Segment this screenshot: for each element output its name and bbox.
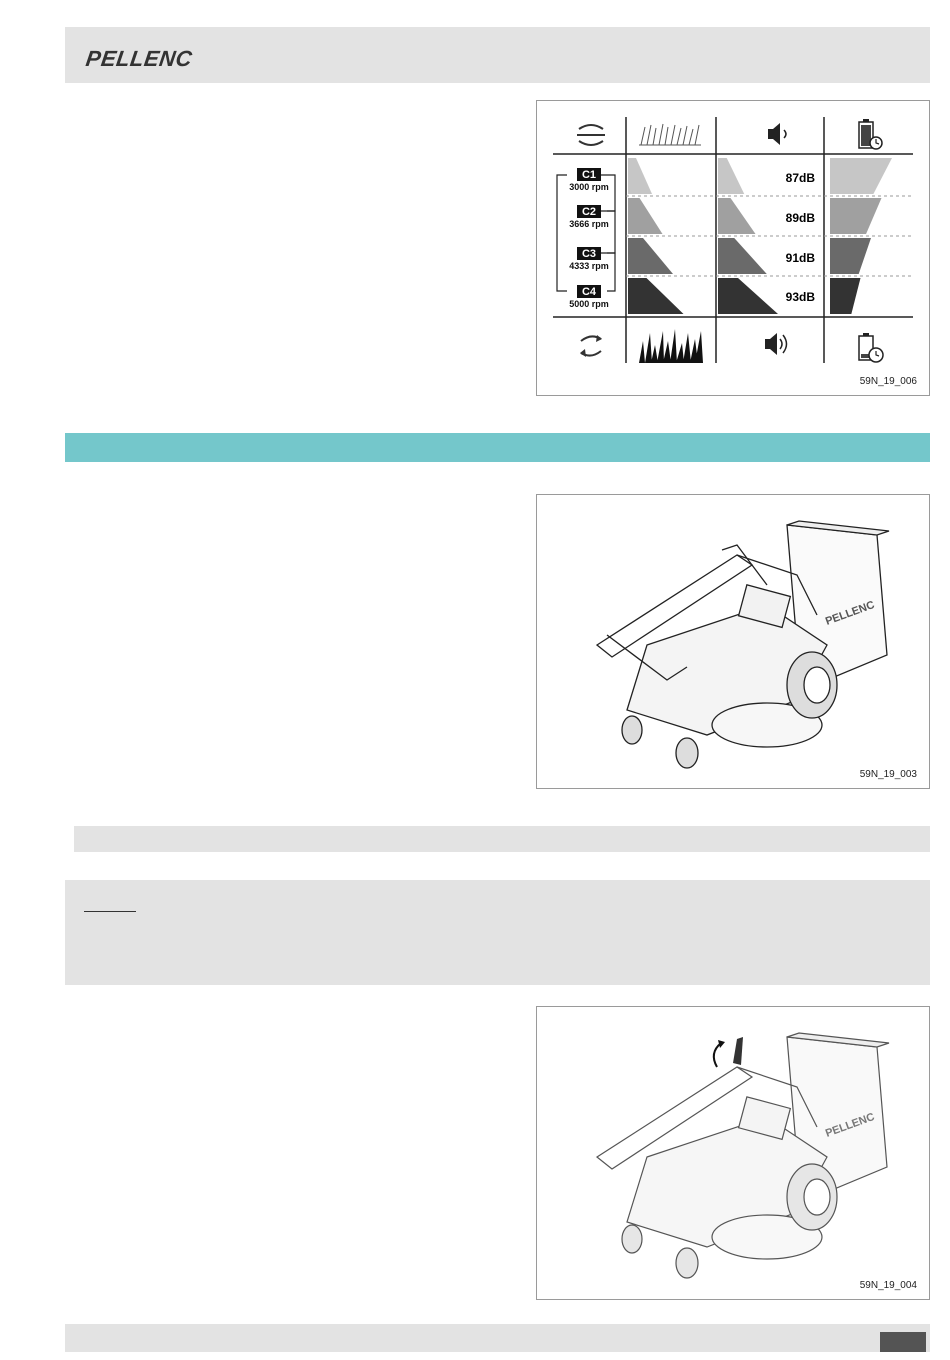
mower-illustration-figure bbox=[536, 494, 930, 789]
svg-text:C3: C3 bbox=[581, 248, 597, 260]
section-title-band bbox=[65, 433, 930, 462]
figure-reference-label: 59N_19_006 bbox=[859, 376, 917, 387]
cutting-modes-table bbox=[537, 101, 929, 395]
noise-level-bar-4 bbox=[718, 278, 778, 314]
mode-cycle-arrows bbox=[557, 175, 615, 291]
mower-lever-illustration bbox=[537, 1007, 929, 1299]
cutting-modes-figure bbox=[536, 100, 930, 396]
svg-text:C4: C4 bbox=[581, 286, 597, 298]
machine-brand-text: PELLENC bbox=[823, 1110, 877, 1140]
machine-brand-text: PELLENC bbox=[823, 598, 877, 628]
battery-full-clock-icon bbox=[859, 119, 882, 149]
svg-text:C1: C1 bbox=[581, 169, 597, 181]
grass-level-bar-3 bbox=[628, 238, 673, 274]
noise-value-c2: 89dB bbox=[785, 211, 815, 225]
note-heading-underline bbox=[84, 911, 136, 912]
note-box bbox=[65, 880, 930, 985]
noise-level-bar-2 bbox=[718, 198, 756, 234]
figure-reference-label: 59N_19_003 bbox=[859, 769, 917, 780]
noise-value-c1: 87dB bbox=[785, 171, 815, 185]
grass-level-bar-1 bbox=[628, 158, 652, 194]
speaker-low-icon bbox=[768, 123, 786, 145]
battery-level-bar-1 bbox=[830, 158, 892, 194]
mode-c3-label bbox=[569, 247, 609, 271]
mode-c2-label bbox=[569, 205, 609, 229]
noise-value-c4: 93dB bbox=[785, 290, 815, 304]
svg-text:3000 rpm: 3000 rpm bbox=[569, 182, 609, 192]
figure-reference-label: 59N_19_004 bbox=[859, 1280, 917, 1291]
battery-level-bar-3 bbox=[830, 238, 871, 274]
mode-c1-label bbox=[569, 168, 609, 192]
tall-grass-icon bbox=[639, 329, 703, 363]
svg-text:3666 rpm: 3666 rpm bbox=[569, 219, 609, 229]
short-grass-icon bbox=[639, 124, 701, 145]
battery-low-clock-icon bbox=[859, 333, 883, 362]
svg-text:5000 rpm: 5000 rpm bbox=[569, 299, 609, 309]
rotation-slow-icon bbox=[577, 125, 605, 145]
grass-level-bar-4 bbox=[628, 278, 684, 314]
battery-level-bar-2 bbox=[830, 198, 882, 234]
noise-value-c3: 91dB bbox=[785, 251, 815, 265]
speaker-high-icon bbox=[765, 333, 787, 355]
mode-c4-label bbox=[569, 285, 609, 309]
svg-text:4333 rpm: 4333 rpm bbox=[569, 261, 609, 271]
subsection-band bbox=[74, 826, 930, 852]
brand-logo: PELLENC bbox=[84, 46, 195, 71]
svg-text:C2: C2 bbox=[581, 206, 597, 218]
rotation-fast-icon bbox=[580, 335, 602, 357]
mower-illustration bbox=[537, 495, 929, 788]
page-header-band bbox=[65, 27, 930, 83]
battery-level-bar-4 bbox=[830, 278, 861, 314]
page-footer-band bbox=[65, 1324, 930, 1352]
page-number-tab bbox=[880, 1332, 926, 1352]
noise-level-bar-1 bbox=[718, 158, 744, 194]
lever-highlight bbox=[714, 1037, 743, 1067]
grass-level-bar-2 bbox=[628, 198, 663, 234]
noise-level-bar-3 bbox=[718, 238, 767, 274]
mower-lever-figure bbox=[536, 1006, 930, 1300]
